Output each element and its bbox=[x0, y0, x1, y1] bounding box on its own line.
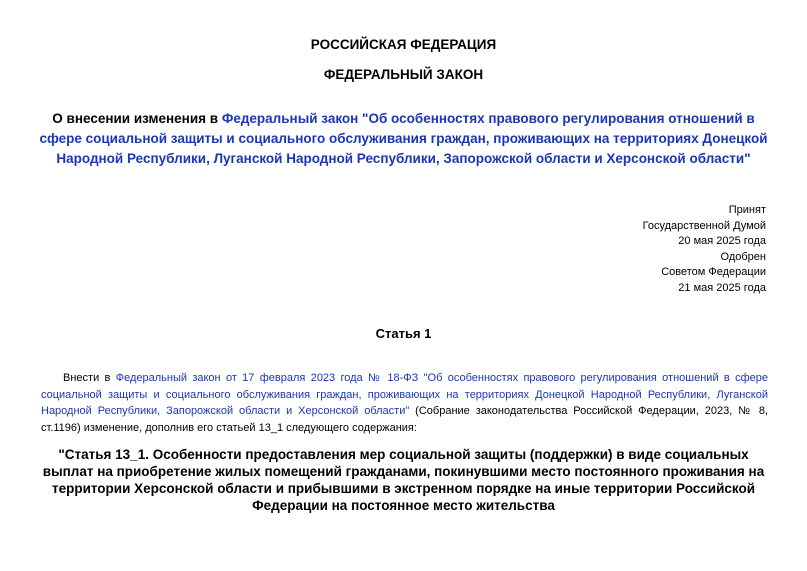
law-type-heading: ФЕДЕРАЛЬНЫЙ ЗАКОН bbox=[323, 67, 484, 82]
law-title bbox=[30, 109, 777, 169]
accepted-by: Государственной Думой bbox=[642, 219, 766, 232]
accepted-label: Принят bbox=[728, 204, 766, 216]
adoption-block bbox=[643, 203, 766, 296]
country-heading: РОССИЙСКАЯ ФЕДЕРАЦИЯ bbox=[310, 37, 497, 52]
approved-by: Советом Федерации bbox=[661, 266, 766, 278]
law-title-link[interactable]: Федеральный закон "Об особенностях правового регулирования отношений в сфере социальной защиты и социального обслуживания граждан, проживающих на территориях Донецкой Народной Республики, Луганской Народной Республики, Запорожской области и Херсонской области" bbox=[39, 111, 768, 166]
quoted-article-title: "Статья 13_1. Особенности предоставления мер социальной защиты (поддержки) в виде социальных выплат на приобретение жилых помещений гражданами, покинувшими место постоянного проживания на территории Херсонской области и прибывшими в экстренном порядке на иные территории Российской Федерации на постоянное место жительства bbox=[42, 447, 765, 513]
article-intro: Внести в bbox=[63, 372, 116, 384]
approved-label: Одобрен bbox=[720, 250, 766, 263]
article-suffix: (Собрание законодательства Российской Федерации, 2023, № 8, ст.1196) изменение, дополнив его статьей 13_1 следующего содержания: bbox=[41, 405, 768, 434]
approved-date: 21 мая 2025 года bbox=[678, 281, 766, 294]
article-heading: Статья 1 bbox=[375, 326, 432, 341]
article-body bbox=[41, 370, 768, 436]
law-title-prefix: О внесении изменения в bbox=[52, 111, 222, 126]
federal-law-link[interactable]: Федеральный закон от 17 февраля 2023 года № 18-ФЗ "Об особенностях правового регулирования отношений в сфере социальной защиты и социального обслуживания граждан, проживающих на территориях Донецкой Народной Республики, Луганской Народной Республики, Запорожской области и Херсонской области" bbox=[41, 372, 768, 417]
accepted-date: 20 мая 2025 года bbox=[678, 235, 766, 247]
